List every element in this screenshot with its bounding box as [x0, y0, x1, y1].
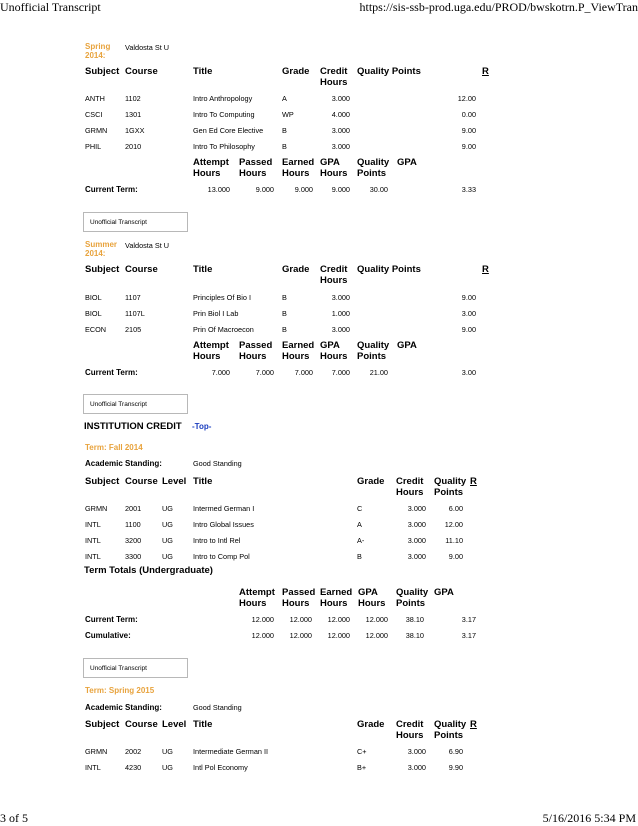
browser-header-title: Unofficial Transcript — [0, 0, 101, 14]
title: Intro to Intl Rel — [193, 536, 241, 545]
academic-standing: Good Standing — [193, 703, 242, 712]
gpa-hours: 12.000 — [365, 615, 388, 624]
col-passed-hours: Passed Hours — [239, 340, 273, 362]
unofficial-transcript-box: Unofficial Transcript — [83, 394, 188, 414]
course: 2001 — [125, 504, 142, 513]
quality-points: 0.00 — [461, 110, 476, 119]
academic-standing-label: Academic Standing: — [85, 459, 162, 468]
title: Prin Of Macroecon — [193, 325, 254, 334]
subject: GRMN — [85, 504, 108, 513]
quality-points: 9.00 — [461, 325, 476, 334]
quality-points: 9.90 — [448, 763, 463, 772]
gpa-hours: 12.000 — [365, 631, 388, 640]
earned-hours: 12.000 — [327, 615, 350, 624]
col-quality-points: Quality Points — [396, 587, 429, 609]
grade: B — [282, 142, 287, 151]
browser-header-url: https://sis-ssb-prod.uga.edu/PROD/bwskotrn.P_ViewTran — [359, 0, 638, 14]
unofficial-transcript-box: Unofficial Transcript — [83, 658, 188, 678]
col-r-link[interactable]: R — [470, 719, 477, 730]
course: 1100 — [125, 520, 141, 529]
subject: INTL — [85, 763, 101, 772]
grade: A- — [357, 536, 365, 545]
quality-points: 38.10 — [405, 631, 424, 640]
course: 2010 — [125, 142, 142, 151]
col-credit-hours: Credit Hours — [320, 66, 348, 88]
grade: B — [282, 309, 287, 318]
quality-points: 6.00 — [448, 504, 463, 513]
credit-hours: 3.000 — [407, 520, 426, 529]
current-term-label: Current Term: — [85, 185, 138, 194]
level: UG — [162, 763, 173, 772]
cumulative-label: Cumulative: — [85, 631, 131, 640]
title: Prin Biol I Lab — [193, 309, 239, 318]
col-subject: Subject — [85, 66, 120, 77]
course: 1107 — [125, 293, 141, 302]
col-gpa: GPA — [397, 157, 417, 168]
col-attempt-hours: Attempt Hours — [239, 587, 275, 609]
col-title: Title — [193, 66, 213, 77]
col-grade: Grade — [357, 719, 385, 730]
col-gpa-hours: GPA Hours — [320, 157, 348, 179]
subject: INTL — [85, 552, 101, 561]
col-credit-hours: Credit Hours — [396, 476, 424, 498]
level: UG — [162, 536, 173, 545]
term-label: Term: Spring 2015 — [85, 686, 155, 695]
title: Intro To Computing — [193, 110, 255, 119]
quality-points: 9.00 — [461, 142, 476, 151]
col-course: Course — [125, 476, 158, 487]
col-earned-hours: Earned Hours — [282, 157, 315, 179]
title: Intro Global Issues — [193, 520, 254, 529]
passed-hours: 12.000 — [289, 615, 312, 624]
title: Intermed German I — [193, 504, 255, 513]
unofficial-transcript-box: Unofficial Transcript — [83, 212, 188, 232]
quality-points: 6.90 — [448, 747, 463, 756]
grade: A — [282, 94, 287, 103]
term-label: Spring 2014: — [85, 42, 111, 60]
col-earned-hours: Earned Hours — [282, 340, 315, 362]
col-credit-hours: Credit Hours — [320, 264, 348, 286]
credit-hours: 1.000 — [331, 309, 350, 318]
title: Principles Of Bio I — [193, 293, 251, 302]
grade: B+ — [357, 763, 367, 772]
credit-hours: 3.000 — [407, 552, 426, 561]
col-credit-hours: Credit Hours — [396, 719, 424, 741]
grade: B — [282, 325, 287, 334]
school-name: Valdosta St U — [125, 43, 170, 52]
grade: B — [282, 126, 287, 135]
level: UG — [162, 504, 173, 513]
col-r-link[interactable]: R — [482, 264, 489, 275]
quality-points: 9.00 — [461, 126, 476, 135]
gpa: 3.00 — [461, 368, 476, 377]
col-attempt-hours: Attempt Hours — [193, 340, 229, 362]
attempt-hours: 12.000 — [251, 631, 274, 640]
title: Intl Pol Economy — [193, 763, 248, 772]
term-label: Term: Fall 2014 — [85, 443, 143, 452]
attempt-hours: 13.000 — [207, 185, 230, 194]
gpa: 3.17 — [461, 615, 476, 624]
page-number: 3 of 5 — [0, 811, 28, 825]
quality-points: 21.00 — [369, 368, 388, 377]
course: 1102 — [125, 94, 141, 103]
title: Intro to Comp Pol — [193, 552, 250, 561]
col-quality-points: Quality Points — [434, 476, 467, 498]
col-gpa-hours: GPA Hours — [358, 587, 386, 609]
course: 4230 — [125, 763, 142, 772]
col-course: Course — [125, 66, 158, 77]
level: UG — [162, 520, 173, 529]
grade: WP — [282, 110, 294, 119]
course: 1107L — [125, 309, 145, 318]
col-subject: Subject — [85, 476, 120, 487]
col-quality-points: Quality Points — [357, 66, 421, 77]
col-level: Level — [162, 719, 187, 730]
quality-points: 3.00 — [461, 309, 476, 318]
col-gpa: GPA — [397, 340, 417, 351]
grade: B — [357, 552, 362, 561]
col-level: Level — [162, 476, 187, 487]
quality-points: 9.00 — [461, 293, 476, 302]
quality-points: 9.00 — [448, 552, 463, 561]
title: Gen Ed Core Elective — [193, 126, 264, 135]
passed-hours: 7.000 — [255, 368, 274, 377]
credit-hours: 3.000 — [407, 763, 426, 772]
course: 2105 — [125, 325, 142, 334]
credit-hours: 3.000 — [407, 747, 426, 756]
earned-hours: 9.000 — [294, 185, 313, 194]
level: UG — [162, 552, 173, 561]
gpa-hours: 7.000 — [331, 368, 350, 377]
col-quality-points: Quality Points — [357, 340, 390, 362]
subject: ANTH — [85, 94, 105, 103]
course: 3200 — [125, 536, 142, 545]
col-title: Title — [193, 476, 213, 487]
level: UG — [162, 747, 173, 756]
course: 1301 — [125, 110, 142, 119]
credit-hours: 3.000 — [331, 325, 350, 334]
subject: GRMN — [85, 126, 108, 135]
earned-hours: 7.000 — [294, 368, 313, 377]
gpa-hours: 9.000 — [331, 185, 350, 194]
subject: GRMN — [85, 747, 108, 756]
school-name: Valdosta St U — [125, 241, 170, 250]
institution-credit-heading: INSTITUTION CREDIT — [84, 421, 182, 432]
credit-hours: 3.000 — [331, 126, 350, 135]
credit-hours: 4.000 — [331, 110, 350, 119]
quality-points: 38.10 — [405, 615, 424, 624]
credit-hours: 3.000 — [331, 142, 350, 151]
col-gpa-hours: GPA Hours — [320, 340, 348, 362]
col-attempt-hours: Attempt Hours — [193, 157, 229, 179]
col-quality-points: Quality Points — [434, 719, 467, 741]
col-r-link[interactable]: R — [482, 66, 489, 77]
col-gpa: GPA — [434, 587, 454, 598]
quality-points: 11.10 — [445, 536, 463, 545]
subject: PHIL — [85, 142, 102, 151]
col-subject: Subject — [85, 719, 120, 730]
col-r-link[interactable]: R — [470, 476, 477, 487]
col-subject: Subject — [85, 264, 120, 275]
subject: BIOL — [85, 293, 102, 302]
col-grade: Grade — [282, 66, 310, 77]
academic-standing-label: Academic Standing: — [85, 703, 162, 712]
term-totals-heading: Term Totals (Undergraduate) — [84, 565, 213, 576]
col-grade: Grade — [357, 476, 385, 487]
col-course: Course — [125, 264, 158, 275]
credit-hours: 3.000 — [407, 504, 426, 513]
col-quality-points: Quality Points — [357, 264, 421, 275]
subject: CSCI — [85, 110, 103, 119]
earned-hours: 12.000 — [327, 631, 350, 640]
passed-hours: 12.000 — [289, 631, 312, 640]
gpa: 3.17 — [461, 631, 476, 640]
academic-standing: Good Standing — [193, 459, 242, 468]
quality-points: 12.00 — [444, 520, 463, 529]
subject: INTL — [85, 536, 101, 545]
col-passed-hours: Passed Hours — [282, 587, 316, 609]
attempt-hours: 12.000 — [251, 615, 274, 624]
subject: ECON — [85, 325, 107, 334]
col-course: Course — [125, 719, 158, 730]
title: Intermediate German II — [193, 747, 269, 756]
print-timestamp: 5/16/2016 5:34 PM — [542, 811, 636, 825]
col-quality-points: Quality Points — [357, 157, 390, 179]
grade: C — [357, 504, 363, 513]
quality-points: 30.00 — [369, 185, 388, 194]
subject: BIOL — [85, 309, 102, 318]
top-link[interactable]: -Top- — [192, 422, 212, 431]
gpa: 3.33 — [461, 185, 476, 194]
grade: B — [282, 293, 287, 302]
attempt-hours: 7.000 — [211, 368, 230, 377]
credit-hours: 3.000 — [331, 293, 350, 302]
title: Intro Anthropology — [193, 94, 253, 103]
title: Intro To Philosophy — [193, 142, 255, 151]
course: 2002 — [125, 747, 142, 756]
credit-hours: 3.000 — [331, 94, 350, 103]
subject: INTL — [85, 520, 101, 529]
course: 3300 — [125, 552, 142, 561]
col-grade: Grade — [282, 264, 310, 275]
col-title: Title — [193, 264, 213, 275]
passed-hours: 9.000 — [255, 185, 274, 194]
quality-points: 12.00 — [457, 94, 476, 103]
grade: C+ — [357, 747, 367, 756]
col-passed-hours: Passed Hours — [239, 157, 273, 179]
current-term-label: Current Term: — [85, 368, 138, 377]
course: 1GXX — [125, 126, 145, 135]
credit-hours: 3.000 — [407, 536, 426, 545]
col-title: Title — [193, 719, 213, 730]
col-earned-hours: Earned Hours — [320, 587, 353, 609]
term-label: Summer 2014: — [85, 240, 118, 258]
current-term-label: Current Term: — [85, 615, 138, 624]
grade: A — [357, 520, 362, 529]
